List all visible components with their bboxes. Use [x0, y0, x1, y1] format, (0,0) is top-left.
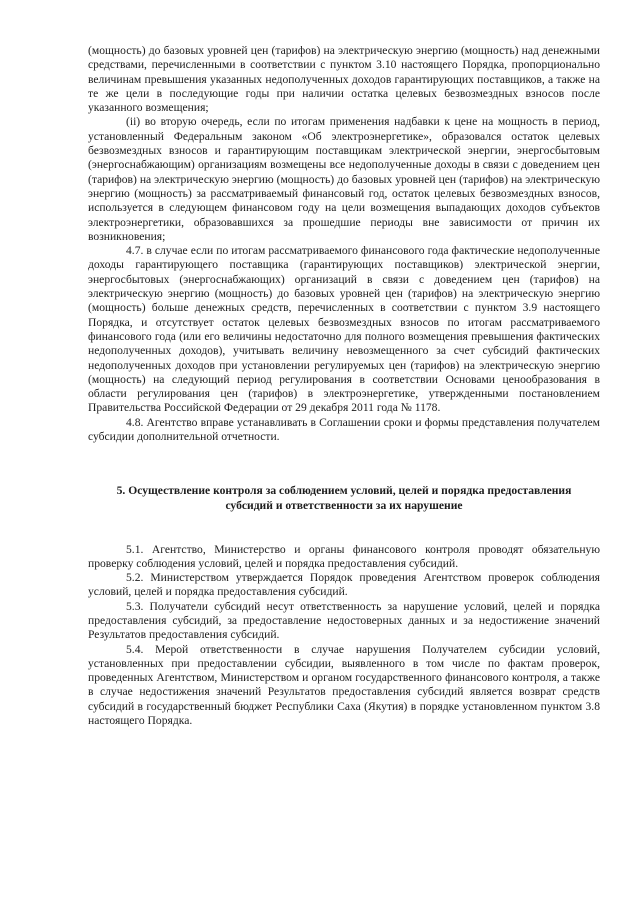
- paragraph-4-7: 4.7. в случае если по итогам рассматриваемого финансового года фактические недополученные доходы гарантирующего поставщика (гарантирующих поставщиков) электрической энергии, энергосбытовых (энергоснабжающих) организаций в связи с доведением цен (тарифов) на электрическую энергию (мощность) до базовых уровней цен (тарифов) на электрическую энергию (мощность) больше денежных средств, перечисленных в соответствии с пунктом 3.9 настоящего Порядка, и отсутствует остаток целевых безвозмездных взносов по итогам рассматриваемого финансового года (или его величины недостаточно для полного возмещения превышения фактических недополученных доходов), учитывать величину невозмещенного за счет субсидий фактических недополученных доходов при установлении регулируемых цен (тарифов) на электрическую энергию (мощность) на следующий период регулирования в соответствии Основами ценообразования в области регулирования цен (тарифов) в электроэнергетике, утвержденными постановлением Правительства Российской Федерации от 29 декабря 2011 года № 1178.: [88, 244, 600, 415]
- section-5-heading: [88, 484, 600, 513]
- paragraph-5-4: 5.4. Мерой ответственности в случае нарушения Получателем субсидии условий, установленных при предоставлении субсидии, выявленного в том числе по фактам проверок, проведенных Агентством, Министерством и органом государственного финансового контроля, а также в случае недостижения значений Результатов предоставления субсидий является возврат средств субсидий в государственный бюджет Республики Саха (Якутия) в порядке установленном пунктом 3.8 настоящего Порядка.: [88, 642, 600, 728]
- paragraph-5-2: 5.2. Министерством утверждается Порядок проведения Агентством проверок соблюдения условий, целей и порядка предоставления субсидий.: [88, 571, 600, 599]
- document-page: [88, 44, 600, 728]
- section-heading-line-2: субсидий и ответственности за их нарушение: [225, 498, 463, 512]
- paragraph-continuation: (мощность) до базовых уровней цен (тарифов) на электрическую энергию (мощность) над денежными средствами, перечисленными в соответствии с пунктом 3.10 настоящего Порядка, пропорционально величинам превышения указанных недополученных доходов гарантирующих поставщиков, а также на те же цели в последующие годы при наличии остатка целевых безвозмездных взносов после указанного возмещения;: [88, 44, 600, 115]
- paragraph-4-8: 4.8. Агентство вправе устанавливать в Соглашении сроки и формы представления получателем субсидии дополнительной отчетности.: [88, 415, 600, 444]
- paragraph-5-3: 5.3. Получатели субсидий несут ответственность за нарушение условий, целей и порядка предоставления субсидий, за предоставление недостоверных данных и за недостижение значений Результатов предоставления субсидий.: [88, 599, 600, 642]
- paragraph-ii: (ii) во вторую очередь, если по итогам применения надбавки к цене на мощность в период, установленный Федеральным законом «Об электроэнергетике», образовался остаток целевых безвозмездных взносов и гарантирующим поставщикам электрической энергии, энергосбытовым (энергоснабжающим) организациям возмещены все недополученные доходы в связи с доведением цен (тарифов) на электрическую энергию (мощность) до базовых уровней цен (тарифов) на электрическую энергию (мощность) за рассматриваемый финансовый год, остаток целевых безвозмездных взносов, используется в следующем финансовом году на цели возмещения выпадающих доходов субъектов электроэнергетики, образовавшихся за прошедшие периоды вне зависимости от причин их возникновения;: [88, 115, 600, 243]
- section-heading-line-1: 5. Осуществление контроля за соблюдением условий, целей и порядка предоставления: [116, 484, 572, 498]
- heading-spacer: [88, 514, 600, 543]
- paragraph-5-1: 5.1. Агентство, Министерство и органы финансового контроля проводят обязательную проверку соблюдения условий, целей и порядка предоставления субсидий.: [88, 542, 600, 570]
